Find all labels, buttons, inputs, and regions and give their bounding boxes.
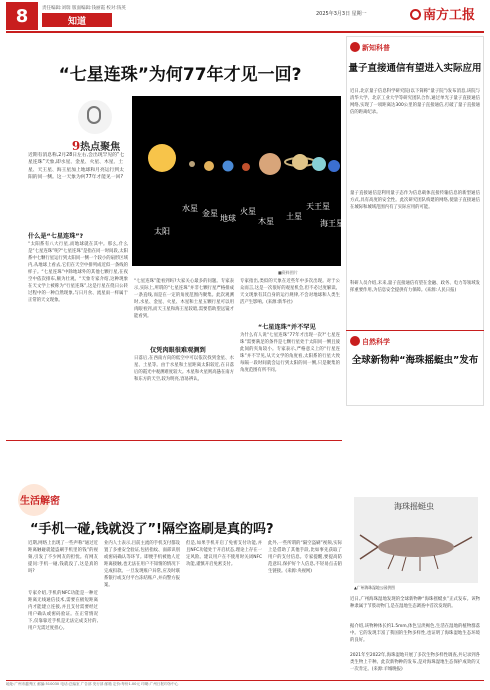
body-column-4: 为什么有人说“七星连珠”77年才出现一次?“七星连珠”需要满足的条件是七颗行星处于太阳同一侧且彼此间的夹角较小。专家表示,严格意义上的“行星连珠”并不罕见,从天文学的角度看,太阳系的行星大致每隔一段时间就会运行到太阳的同一侧,只是聚集的角度范围有所不同。 [240, 333, 340, 374]
sidebar-body-3: 科研人员介绍,未来,量子直接通信有望在金融、政务、电力等领域发挥重要作用,为信息安全提供有力保障。(来源:人民日报) [350, 281, 480, 294]
body-column-6: 专家介绍,手机的NFC功能是一种近距离无线通信技术,需要在极短距离内才能建立连接,并且支付需要经过用户确认或密码验证。在正常情况下,仅靠靠近手机是无法完成支付的,用户无需过度担心。 [28, 591, 98, 632]
neptune-planet [328, 160, 340, 172]
newspaper-logo [410, 4, 475, 23]
image-credit: ■资料图片 [278, 270, 298, 275]
page-number: 8 [6, 2, 38, 30]
earth-planet [223, 161, 234, 172]
page-header [0, 0, 490, 33]
planet-label: 火星 [240, 207, 256, 216]
sidebar-body-4: 近日,广州海珠湿地发现的全球新物种“海珠摇蜓虫”正式发布。该物种隶属于节肢动物门,是在湿地生态调查中首次发现的。 [350, 597, 480, 610]
species-photo-credit: ▲广州海珠湿地公园供图 [354, 585, 395, 590]
editor-credits: 责任编辑:刘瑞 版面编辑:钱丽霞 校对:钱英 [42, 6, 126, 11]
life-badge-text: 生活解密 [20, 496, 60, 507]
body-column-5: 近期,网络上出现了一些声称“通过近距离触碰就能盗刷手机里的钱”的视频,引发了不少网友的担忧。有网友提问:手机一碰,钱就没了,这是真的吗? [28, 541, 98, 575]
sidebar-body-1: 近日,北京量子信息科学研究院(以下简称“量子院”)发布消息,该院与清华大学、北京工业大学等研究团队合作,通过单光子量子直接通信网络,实现了一项距离达300公里的量子直接通信,打破了量子直接通信的距离纪录。 [350, 89, 480, 116]
planets-image [132, 96, 344, 266]
body-column-2: “七星连珠”能看到吗?大家关心最多的问题。专家表示,实际上,所谓的“七星连珠”并非七颗行星严格排成一条直线,而是在一定的角度范围内聚集。此次观测时,水星、金星、火星、木星和土星五颗行星可以用肉眼看到,而天王星和海王星较暗,需要借助望远镜才能看到。 [134, 279, 234, 320]
section-dot-icon [350, 336, 360, 346]
mercury-planet [189, 161, 195, 167]
species-photo [354, 497, 478, 583]
sidebar-section-2 [350, 336, 390, 347]
sidebar-body-2: 量子直接通信是利用量子态作为信息载体直接传输信息的新型通信方式,具有高度的安全性。此次研究团队构建的网络,使量子直接通信在城际和城域范围内有了实际应用的可能。 [350, 191, 480, 211]
life-badge-icon [12, 480, 60, 520]
species-photo-title: 海珠摇蜓虫 [394, 502, 434, 511]
body-column-9: 此外,一些所谓的“隔空盗刷”视频,实际上是借助了其他手段,比如事先获取了用户的支付信息。专家提醒,要提高防范意识,保护好个人信息,不轻易点击陌生链接。(来源:央视网) [268, 541, 342, 575]
uranus-planet [312, 157, 326, 171]
planet-label: 水星 [182, 204, 198, 213]
newspaper-name: 南方工报 [423, 8, 476, 23]
header-rule [6, 31, 484, 33]
sidebar-section-1-label: 新知科普 [362, 44, 390, 52]
section-dot-icon [350, 42, 360, 52]
planet-label: 地球 [220, 214, 236, 223]
planet-label: 太阳 [154, 227, 170, 236]
subhead-naked-eye: 仅凭肉眼很难观测到 [150, 347, 206, 354]
lead-paragraph: 近期有消息称,2月28日左右,会出现罕见的“七星连珠”天象,即水星、金星、火星、木星、土星、天王星、海王星加上地球和月亮运行到太阳的同一侧。这一天象为何77年才能见一回? [28, 153, 125, 181]
planet-label: 金星 [202, 209, 218, 218]
issue-date: 2025年3月3日 星期一 [316, 11, 367, 17]
sidebar-body-5: 据介绍,该物种体长约1.5mm,体色呈淡褐色,生活在湿地的植物群落中。它的发现丰富了我国的生物多样性,也证明了海珠湿地生态环境的良好。 [350, 624, 480, 644]
sun-planet [148, 144, 176, 172]
second-headline: “手机一碰,钱就没了”!隔空盗刷是真的吗? [30, 522, 274, 537]
saturn-planet [292, 154, 308, 170]
body-column-8: 但是,如果手机开启了免密支付功能,并且NFC功能处于开启状态,理论上存在一定风险。建议用户在不使用时关闭NFC功能,谨慎开启免密支付。 [186, 541, 262, 568]
species-illustration [354, 497, 478, 583]
planet-label: 天王星 [306, 202, 330, 211]
column-badge-number: 9 [71, 139, 81, 153]
sidebar-section-2-label: 自然科学 [362, 338, 390, 346]
body-column-3: 日落后,在西南方向的低空中可以依次找到金星、水星、土星等。由于水星和土星距离太阳较近,在日落后的霞光中观测难度较大。木星和火星则高悬在南方和东方的天空,较为明亮,容易辨认。 [134, 356, 234, 383]
logo-ring-icon [410, 9, 421, 20]
body-column-7: 业内人士表示,目前主流的手机支付都设置了多重安全验证,包括指纹、面部识别或密码确认等环节。即便手机被他人近距离接触,也无法在用户不知情的情况下完成扣款。一旦发现账户异常,应及时联系银行或支付平台冻结账户,并向警方报案。 [104, 541, 180, 589]
jupiter-planet [259, 153, 281, 175]
subhead-not-rare: “七星连珠”并不罕见 [258, 324, 316, 331]
sidebar-title-2: 全球新物种“海珠摇蜓虫”发布 [351, 355, 479, 366]
magnifier-icon [78, 100, 112, 134]
subhead-what-is: 什么是“七星连珠”? [28, 233, 84, 240]
page-footer: 地址:广州市越秀区 邮编:510030 电话:总编室 广告部 发行部 邮箱 定价:每份1.00元 印刷:广州日报印务中心 [6, 680, 484, 687]
story-divider [6, 440, 342, 441]
mars-planet [242, 163, 250, 171]
sidebar-divider [346, 330, 484, 331]
body-column-4a: 专家指出,类似的天象在近些年中多次出现。对于公众而言,这是一次很好的观星机会,但不必过度解读。天文现象有其自身的运行规律,不会对地球和人类生活产生影响。(来源:新华社) [240, 279, 340, 306]
venus-planet [204, 161, 214, 171]
sidebar-body-6: 2021年至2022年,海珠湿地开展了多次生物多样性调查,共记录到各类生物上千种。此次新物种的发布,是对海珠湿地生态保护成效的又一次肯定。(来源:羊城晚报) [350, 653, 480, 673]
planet-label: 木星 [258, 217, 274, 226]
planet-label: 土星 [286, 212, 302, 221]
sidebar-title-1: 量子直接通信有望进入实际应用 [348, 63, 482, 74]
body-column-1: “太阳系有八大行星,而地球就在其中。那么,什么是“七星连珠”呢?“七星连珠”是指在同一时间段,太阳系中七颗行星运行到太阳同一侧一个较小的扇形区域内,从地球上看去,它们在天空中排列成近似一条线的样子。“七星连珠”中除地球外的其他七颗行星,在夜空中依次排布,颇为壮观。“天象专家介绍,这种现象在天文学上被称为“行星连珠”,这是行星在绕日公转过程中的一种自然现象,与日月食、流星雨一样属于正常的天文现象。 [28, 242, 128, 304]
section-name: 知道 [42, 13, 112, 27]
main-headline: “七星连珠”为何77年才见一回? [58, 65, 302, 85]
column-badge [61, 138, 131, 153]
planet-label: 海王星 [320, 219, 344, 228]
sidebar-section-1 [350, 42, 390, 53]
column-badge-text: 热点聚焦 [80, 142, 121, 153]
